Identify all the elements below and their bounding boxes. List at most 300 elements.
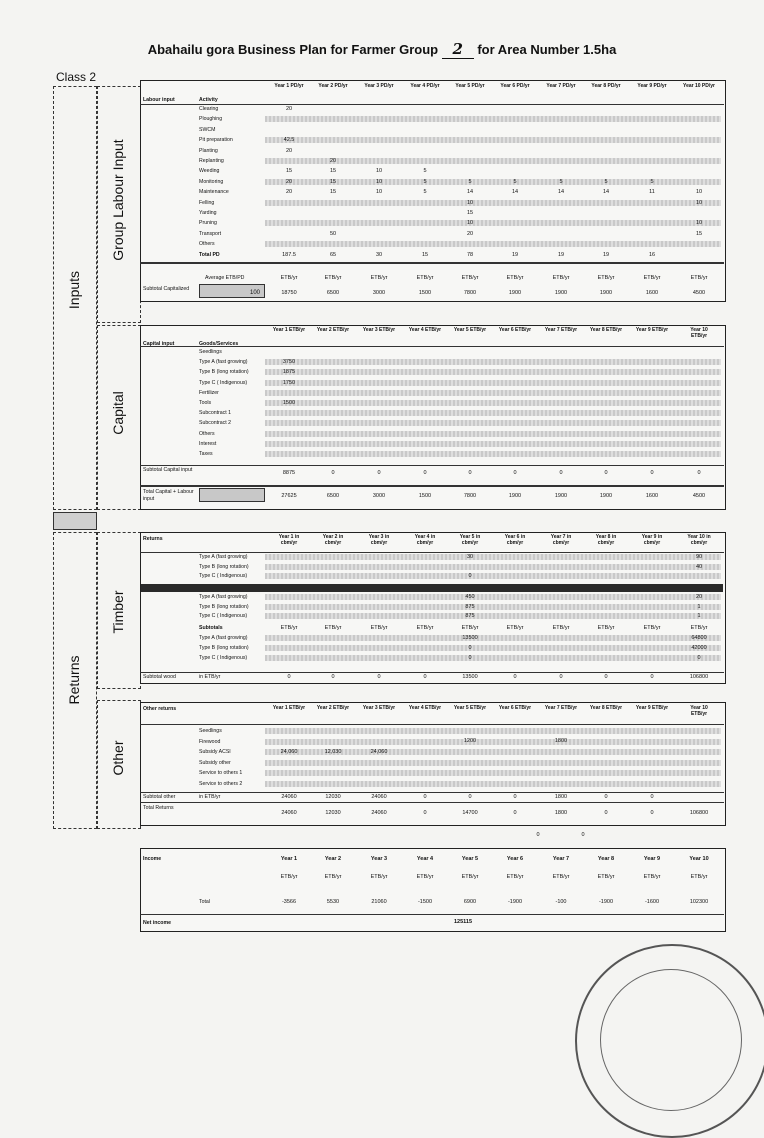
capital-item-8: Subcontract 2 [199,420,232,427]
capital-row-shading [265,380,721,386]
labour-r10-y5: 10 [466,199,474,206]
capital-total-y2: 6500 [326,493,340,499]
timber-subtotal-y2: 0 [331,674,335,680]
labour-year-7: Year 7 PD/yr [546,83,576,89]
income-total-y6: -1900 [507,899,523,905]
total-returns-label: Total Returns [143,805,174,811]
labour-r7-y4: 5 [423,168,427,175]
other-subtotal-unit: in ETB/yr [199,794,221,800]
other-row-shading [265,770,721,776]
labour-r4-y1: 42.5 [283,137,295,144]
labour-etb-10: ETB/yr [690,275,708,281]
labour-label: Group Labour Input [110,139,126,261]
income-year-6: Year 6 [506,856,524,862]
capital-row-shading [265,369,721,375]
labour-r9-y2: 15 [329,189,337,196]
other-subtotal-y9: 0 [650,794,654,800]
activity-7: Weeding [199,168,220,175]
income-etb-7: ETB/yr [552,874,570,880]
labour-etb-2: ETB/yr [324,275,342,281]
labour-row-shading [265,137,721,143]
labour-year-2: Year 2 PD/yr [318,83,348,89]
activity-15: Total PD [199,251,220,258]
income-year-7: Year 7 [552,856,570,862]
labour-r8-y2: 15 [329,178,337,185]
class-label: Class 2 [56,70,97,84]
timber-etb-8: ETB/yr [597,625,615,631]
timber-g3-y10-2: 42000 [691,645,707,651]
labour-r15-y7: 19 [557,251,565,258]
activity-8: Monitoring [199,178,224,185]
timber-g2-item-2: Type B (long rotation) [199,603,249,610]
timber-row-shading [265,645,721,651]
other-year-3: Year 3 ETB/yr [362,705,396,711]
labour-r8-y9: 5 [650,178,654,185]
income-year-9: Year 9 [643,856,661,862]
timber-g2-y10-1: 20 [695,594,703,600]
activity-14: Others [199,241,215,248]
timber-etb-4: ETB/yr [416,625,434,631]
timber-etb-3: ETB/yr [370,625,388,631]
labour-etb-6: ETB/yr [506,275,524,281]
other-subtotal-label: Subtotal other [143,794,176,800]
capital-subtotal-y8: 0 [604,470,608,476]
income-etb-2: ETB/yr [324,874,342,880]
timber-g2-item-1: Type A (fast growing) [199,594,248,600]
other-year-1: Year 1 ETB/yr [272,705,306,711]
capital-item-value-6: 1500 [282,400,296,406]
income-total-y10: 102300 [689,899,709,905]
labour-subtotal-y5: 7800 [463,290,477,296]
capital-item-3: Type B (long rotation) [199,369,249,376]
other-item-2: Firewood [199,738,221,745]
firewood-y7: 1800 [554,738,568,744]
labour-year-3: Year 3 PD/yr [364,83,394,89]
timber-year-6: Year 6 in cbm/yr [504,534,526,546]
labour-row-shading [265,116,721,122]
timber-etb-1: ETB/yr [280,625,298,631]
labour-r15-y3: 30 [375,251,383,258]
labour-etb-7: ETB/yr [552,275,570,281]
timber-subtotal-y1: 0 [287,674,291,680]
income-total-y2: 5530 [326,899,340,905]
capital-item-6: Tools [199,400,212,406]
activity-header: Activity [199,97,218,103]
capital-item-value-2: 3750 [282,359,296,366]
other-row-shading [265,728,721,734]
other-year-7: Year 7 ETB/yr [544,705,578,711]
activity-4: Pit preparation [199,137,233,144]
capital-subtotal-y9: 0 [650,470,654,476]
income-etb-6: ETB/yr [506,874,524,880]
labour-r9-y6: 14 [511,189,519,196]
activity-12: Pruning [199,220,217,227]
timber-g1-item-1: Type A (fast growing) [199,554,248,560]
other-item-4: Subsidy other [199,759,231,766]
labour-r9-y9: 11 [649,189,655,196]
timber-subtotal-y10: 106800 [689,674,709,680]
timber-dark-divider [141,584,723,592]
capital-total-box [199,488,265,502]
timber-g2-y5-2: 875 [465,603,475,610]
capital-row-shading [265,431,721,437]
timber-g3-item-2: Type B (long rotation) [199,645,249,651]
timber-subtotal-y6: 0 [513,674,517,680]
labour-r10-y10: 10 [695,199,703,206]
income-total-y1: -3566 [281,899,297,905]
capital-subtotal-label: Subtotal Capital input [143,467,193,473]
other-total-y10: 106800 [689,810,709,816]
income-label: Income [143,856,162,862]
labour-r8-y7: 5 [559,178,563,185]
title-prefix: Abahailu gora Business Plan for Farmer Group [147,42,439,57]
firewood-y5: 1200 [463,738,477,744]
capital-item-11: Taxes [199,451,213,457]
labour-etb-3: ETB/yr [370,275,388,281]
other-year-9: Year 9 ETB/yr [635,705,669,711]
other-year-8: Year 8 ETB/yr [589,705,623,711]
inputs-label: Inputs [66,270,82,310]
timber-year-10: Year 10 in cbm/yr [687,534,711,546]
capital-header: Capital input [143,341,175,347]
capital-year-10: Year 10 ETB/yr [690,327,708,339]
labour-r15-y2: 65 [329,251,337,258]
other-subtotal-y7: 1800 [554,794,568,800]
labour-subtotal-label: Subtotal Capitalized [143,286,190,292]
other-item-1: Seedlings [199,728,222,734]
timber-row-shading [265,564,721,570]
labour-r6-y2: 20 [329,158,337,164]
capital-total-y1: 27625 [281,493,297,499]
timber-g1-item-2: Type B (long rotation) [199,563,249,570]
timber-subtotal-y8: 0 [604,674,608,680]
other-total-y5: 14700 [462,810,478,816]
timber-year-7: Year 7 in cbm/yr [550,534,572,546]
income-year-2: Year 2 [324,856,342,862]
capital-year-1: Year 1 ETB/yr [272,327,306,333]
other-label: Other [110,740,126,776]
avg-etb-label: Average ETB/PD [205,275,245,281]
timber-g1-y5-3: 0 [468,573,472,579]
activity-2: Ploughing [199,116,223,123]
other-subtotal-y2: 12030 [325,794,341,800]
other-item-5: Service to others 1 [199,770,243,776]
timber-etb-9: ETB/yr [643,625,661,631]
labour-r11-y5: 15 [466,210,474,216]
capital-item-10: Interest [199,440,217,447]
timber-g3-y5-2: 0 [468,645,472,651]
income-total-y3: 21060 [371,899,387,905]
timber-row-shading [265,594,721,600]
labour-r15-y9: 16 [648,251,656,258]
other-total-y3: 24060 [371,810,387,816]
other-total-y6: 0 [513,810,517,816]
returns-label: Returns [66,655,82,705]
timber-g3-y10-1: 64800 [691,635,707,641]
labour-r8-y5: 5 [468,178,472,185]
capital-total-y10: 4500 [692,493,706,499]
below-value-1: 0 [536,832,540,838]
income-etb-3: ETB/yr [370,874,388,880]
activity-11: Yarding [199,210,217,216]
labour-year-1: Year 1 PD/yr [274,83,304,89]
labour-r7-y3: 10 [375,168,383,175]
labour-r8-y3: 10 [375,178,383,185]
capital-subtotal-y4: 0 [423,470,427,476]
other-total-y9: 0 [650,810,654,816]
timber-etb-7: ETB/yr [552,625,570,631]
capital-row-shading [265,420,721,426]
timber-g2-y5-1: 450 [465,594,475,600]
labour-header: Labour input [143,97,175,103]
income-total-y7: -100 [555,899,567,905]
income-etb-1: ETB/yr [280,874,298,880]
timber-subtotal-y9: 0 [650,674,654,680]
timber-etb-10: ETB/yr [690,625,708,631]
capital-subtotal-y6: 0 [513,470,517,476]
capital-total-y8: 1900 [599,493,613,499]
capital-year-9: Year 9 ETB/yr [635,327,669,333]
below-value-2: 0 [581,832,585,838]
capital-total-y4: 1500 [418,493,432,499]
other-total-y7: 1800 [554,810,568,816]
other-year-2: Year 2 ETB/yr [316,705,350,711]
labour-etb-8: ETB/yr [597,275,615,281]
capital-subtotal-y3: 0 [377,470,381,476]
other-row-shading [265,760,721,766]
timber-row-shading [265,655,721,661]
income-year-8: Year 8 [597,856,615,862]
other-subtotal-y3: 24060 [371,794,387,800]
other-subtotal-y5: 0 [468,794,472,800]
labour-year-9: Year 9 PD/yr [637,83,667,89]
other-item-3: Subsidy ACSI [199,749,231,755]
timber-year-2: Year 2 in cbm/yr [322,534,344,546]
labour-r8-y6: 5 [513,178,517,185]
activity-6: Replanting [199,158,224,164]
income-total-y5: 6900 [463,899,477,905]
capital-subtotal-y2: 0 [331,470,335,476]
labour-subtotal-y2: 6500 [326,290,340,296]
capital-total-y5: 7800 [463,493,477,499]
timber-g1-y10-1: 90 [695,554,703,560]
activity-10: Felling [199,199,215,206]
capital-row-shading [265,410,721,416]
capital-year-8: Year 8 ETB/yr [589,327,623,333]
subsidy-acsi-y3: 24,060 [370,749,388,755]
labour-r15-y8: 19 [602,251,610,258]
capital-year-3: Year 3 ETB/yr [362,327,396,333]
labour-r15-y5: 78 [466,251,474,258]
labour-row-shading [265,220,721,226]
income-year-5: Year 5 [461,856,479,862]
other-year-10: Year 10 ETB/yr [690,705,708,717]
timber-row-shading [265,613,721,619]
capital-total-y6: 1900 [508,493,522,499]
capital-table [140,325,726,510]
timber-subtotal-y5: 13500 [462,674,478,680]
timber-g3-y5-3: 0 [468,655,472,661]
labour-year-5: Year 5 PD/yr [455,83,485,89]
activity-1: Clearing [199,106,219,112]
capital-year-6: Year 6 ETB/yr [498,327,532,333]
labour-year-6: Year 6 PD/yr [500,83,530,89]
capital-subtotal-y1: 8875 [282,470,296,476]
timber-g1-y5-1: 30 [466,554,474,560]
document-title [0,40,764,59]
labour-r13-y2: 50 [329,230,337,237]
timber-g3-y5-1: 13500 [462,635,478,641]
labour-r8-y1: 20 [285,178,293,185]
labour-r9-y4: 5 [423,189,427,196]
capital-row-shading [265,451,721,457]
capital-total-y7: 1900 [554,493,568,499]
capital-item-2: Type A (fast growing) [199,359,248,366]
labour-r7-y1: 15 [285,168,293,175]
capital-year-4: Year 4 ETB/yr [408,327,442,333]
labour-subtotal-y7: 1900 [554,290,568,296]
group-number: 2 [442,40,474,59]
labour-year-4: Year 4 PD/yr [410,83,440,89]
timber-etb-6: ETB/yr [506,625,524,631]
other-total-y2: 12030 [325,810,341,816]
timber-g3-item-1: Type A (fast growing) [199,635,248,641]
avg-etb-value: 100 [250,290,261,296]
income-year-4: Year 4 [416,856,434,862]
timber-g3-item-3: Type C ( Indigenous) [199,655,248,661]
timber-g2-y10-2: 1 [697,603,701,610]
labour-r7-y2: 15 [329,168,337,175]
returns-header: Returns [143,536,163,542]
labour-r13-y10: 15 [695,230,703,237]
capital-year-2: Year 2 ETB/yr [316,327,350,333]
labour-r5-y1: 20 [285,147,293,154]
capital-total-y3: 3000 [372,493,386,499]
labour-subtotal-y3: 3000 [372,290,386,296]
timber-year-8: Year 8 in cbm/yr [595,534,617,546]
capital-item-1: Seedlings [199,349,222,355]
capital-subtotal-y10: 0 [697,470,701,476]
income-etb-4: ETB/yr [416,874,434,880]
labour-year-8: Year 8 PD/yr [591,83,621,89]
capital-row-shading [265,390,721,396]
separator-box [53,512,97,530]
capital-item-7: Subcontract 1 [199,410,232,417]
labour-r1-y1: 20 [285,106,293,112]
income-etb-8: ETB/yr [597,874,615,880]
timber-g2-item-3: Type C ( Indigenous) [199,613,248,619]
timber-row-shading [265,635,721,641]
labour-r12-y10: 10 [695,220,703,227]
timber-g2-y5-3: 875 [465,613,475,619]
timber-subtotal-label: Subtotal wood [143,674,176,680]
timber-row-shading [265,554,721,560]
timber-year-1: Year 1 in cbm/yr [278,534,300,546]
other-subtotal-y1: 24060 [281,794,297,800]
timber-g2-y10-3: 1 [697,613,701,619]
timber-g3-y10-3: 0 [697,655,701,661]
labour-subtotal-y6: 1900 [508,290,522,296]
income-total-y9: -1600 [644,899,660,905]
other-subtotal-y6: 0 [513,794,517,800]
labour-subtotal-y4: 1500 [418,290,432,296]
income-year-1: Year 1 [280,856,298,862]
other-year-4: Year 4 ETB/yr [408,705,442,711]
activity-5: Planting [199,147,218,154]
labour-subtotal-y9: 1600 [645,290,659,296]
capital-item-4: Type C ( Indigenous) [199,379,248,386]
timber-year-3: Year 3 in cbm/yr [368,534,390,546]
timber-g1-item-3: Type C ( Indigenous) [199,573,248,579]
other-year-6: Year 6 ETB/yr [498,705,532,711]
labour-r9-y8: 14 [602,189,610,196]
net-income-label: Net income [143,920,171,926]
capital-item-9: Others [199,430,215,437]
labour-r15-y1: 187.5 [282,251,296,258]
labour-r13-y5: 20 [466,230,474,237]
labour-r15-y6: 19 [511,251,519,258]
labour-subtotal-y1: 18750 [281,290,297,296]
labour-etb-5: ETB/yr [461,275,479,281]
capital-year-5: Year 5 ETB/yr [453,327,487,333]
stamp-seal-inner [600,969,742,1111]
labour-r15-y4: 15 [421,251,429,258]
labour-r9-y7: 14 [557,189,565,196]
timber-subtotal-y7: 0 [559,674,563,680]
timber-label: Timber [110,590,126,634]
labour-r8-y4: 5 [423,178,427,185]
timber-year-9: Year 9 in cbm/yr [641,534,663,546]
labour-row-shading [265,241,721,247]
subsidy-acsi-y1: 24,060 [280,749,298,755]
timber-subtotal-y3: 0 [377,674,381,680]
capital-row-shading [265,441,721,447]
activity-3: SWCM [199,126,216,133]
timber-subtotal-y4: 0 [423,674,427,680]
labour-subtotal-y8: 1900 [599,290,613,296]
timber-year-5: Year 5 in cbm/yr [459,534,481,546]
capital-row-shading [265,359,721,365]
capital-total-y9: 1600 [645,493,659,499]
goods-header: Goods/Services [199,341,239,347]
labour-r9-y3: 10 [375,189,383,196]
labour-etb-4: ETB/yr [416,275,434,281]
labour-etb-1: ETB/yr [280,275,298,281]
other-total-y8: 0 [604,810,608,816]
other-total-y4: 0 [423,810,427,816]
net-income-value: 125115 [453,919,473,925]
other-subtotal-y8: 0 [604,794,608,800]
labour-r9-y5: 14 [466,189,474,196]
capital-item-value-3: 1875 [282,369,296,376]
capital-item-5: Fertilizer [199,389,219,396]
timber-row-shading [265,604,721,610]
other-row-shading [265,781,721,787]
income-total-label: Total [199,899,210,905]
subtotals-label: Subtotals [199,625,223,631]
income-total-y8: -1900 [598,899,614,905]
subsidy-acsi-y2: 12,030 [324,749,342,755]
timber-g1-y10-2: 40 [695,563,703,570]
income-year-3: Year 3 [370,856,388,862]
labour-row-shading [265,200,721,206]
labour-year-10: Year 10 PD/yr [683,83,715,89]
other-total-y1: 24060 [281,810,297,816]
labour-etb-9: ETB/yr [643,275,661,281]
timber-subtotal-unit: in ETB/yr [199,674,221,680]
labour-subtotal-y10: 4500 [692,290,706,296]
capital-total-label: Total Capital + Labour input [143,489,194,502]
